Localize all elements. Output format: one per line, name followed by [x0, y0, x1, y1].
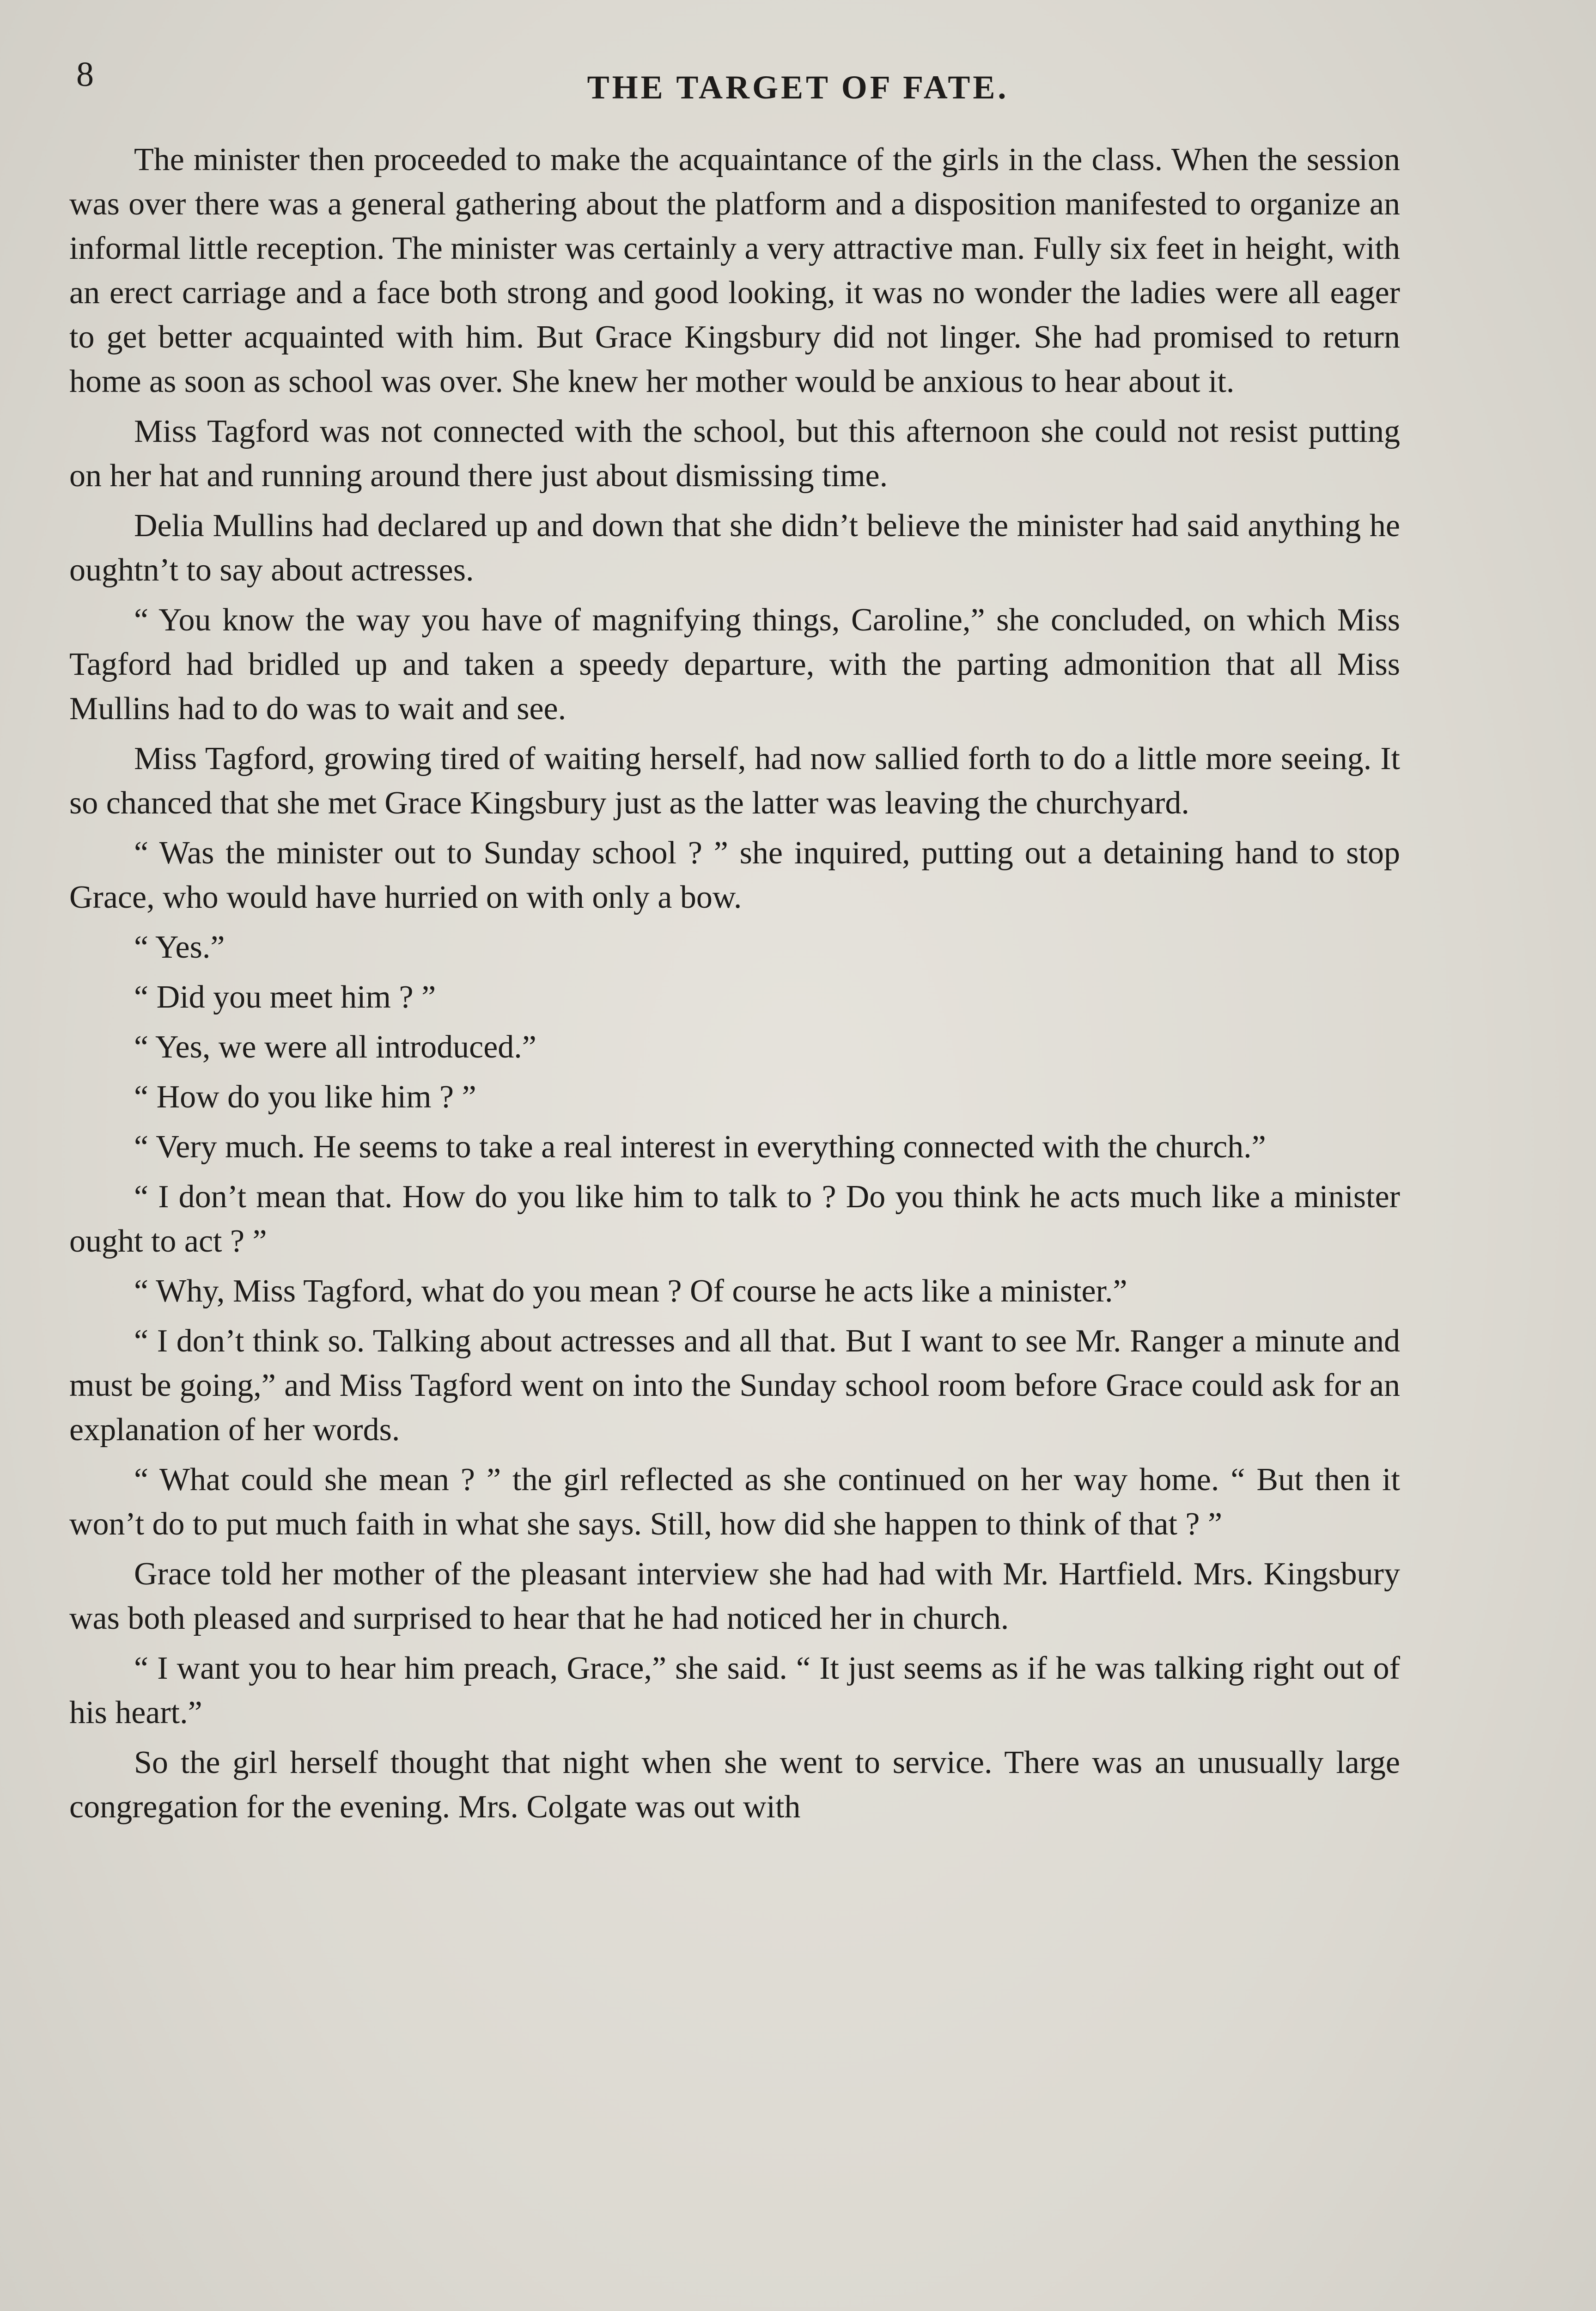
paragraph: Delia Mullins had declared up and down that she didn’t believe the minister had said anything he oughtn’t to say about actresses. [69, 508, 1400, 588]
paragraph: The minister then proceeded to make the acquaintance of the girls in the class. When the session was over there was a general gathering about the platform and a disposition manifested to organize an informal little reception. The minister was certainly a very attractive man. Fully six feet in height, with an erect carriage and a face both strong and good looking, it was no wonder the ladies were all eager to get better acquainted with him. But Grace Kingsbury did not linger. She had promised to return home as soon as school was over. She knew her mother would be anxious to hear about it. [69, 142, 1400, 399]
body-text [69, 138, 1400, 1835]
paragraph: “ Did you meet him ? ” [134, 979, 436, 1015]
paragraph: “ I want you to hear him preach, Grace,” she said. “ It just seems as if he was talking right out of his heart.” [69, 1651, 1400, 1730]
paragraph: Miss Tagford, growing tired of waiting herself, had now sallied forth to do a little more seeing. It so chanced that she met Grace Kingsbury just as the latter was leaving the churchyard. [69, 741, 1400, 821]
paragraph: “ How do you like him ? ” [134, 1079, 476, 1115]
paragraph: “ Yes.” [134, 929, 225, 965]
paragraph: “ I don’t think so. Talking about actresses and all that. But I want to see Mr. Ranger a minute and must be going,” and Miss Tagford went on into the Sunday school room before Grace could ask for an explanation of her words. [69, 1323, 1400, 1448]
paragraph: “ Yes, we were all introduced.” [134, 1029, 536, 1065]
paragraph: “ What could she mean ? ” the girl reflected as she continued on her way home. “ But then it won’t do to put much faith in what she says. Still, how did she happen to think of that ? ” [69, 1462, 1400, 1542]
paragraph: “ I don’t mean that. How do you like him to talk to ? Do you think he acts much like a minister ought to act ? ” [69, 1179, 1400, 1259]
page-number: 8 [76, 55, 94, 94]
paragraph: “ Why, Miss Tagford, what do you mean ? Of course he acts like a minister.” [134, 1273, 1127, 1309]
paragraph: “ Very much. He seems to take a real interest in everything connected with the church.” [134, 1129, 1266, 1165]
paragraph: Miss Tagford was not connected with the school, but this afternoon she could not resist putting on her hat and running around there just about dismissing time. [69, 414, 1400, 494]
paragraph: “ Was the minister out to Sunday school ? ” she inquired, putting out a detaining hand to stop Grace, who would have hurried on with only a bow. [69, 835, 1400, 915]
paragraph: “ You know the way you have of magnifying things, Caroline,” she concluded, on which Miss Tagford had bridled up and taken a speedy departure, with the parting admonition that all Miss Mullins had to do was to wait and see. [69, 602, 1400, 727]
paragraph: So the girl herself thought that night when she went to service. There was an unusually large congregation for the evening. Mrs. Colgate was out with [69, 1745, 1400, 1825]
paragraph: Grace told her mother of the pleasant interview she had had with Mr. Hartfield. Mrs. Kingsbury was both pleased and surprised to hear that he had noticed her in church. [69, 1556, 1400, 1636]
running-title: THE TARGET OF FATE. [587, 69, 1009, 106]
